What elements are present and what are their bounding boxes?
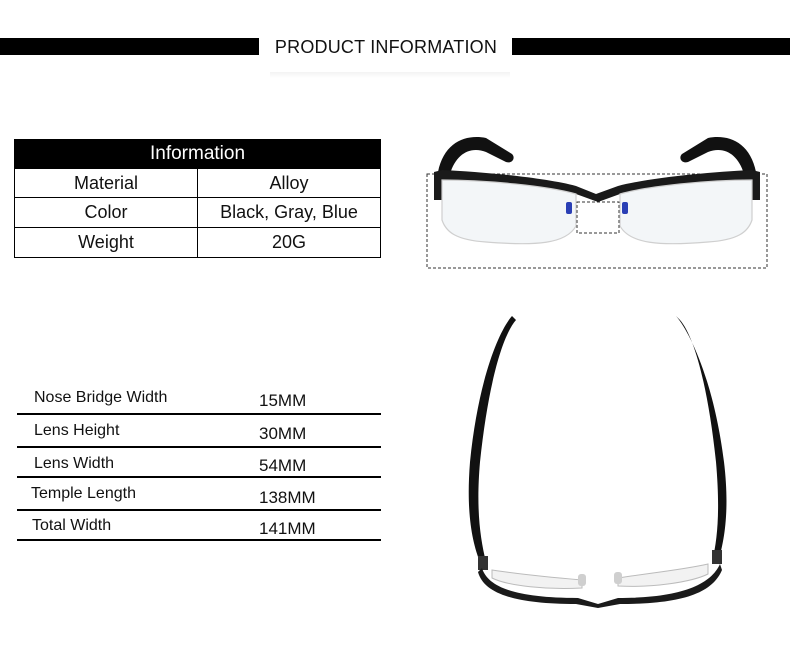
section-title: PRODUCT INFORMATION: [274, 37, 498, 57]
size-row-divider: [17, 413, 381, 415]
lens-height-label: Lens Height: [34, 422, 120, 439]
left-temple-icon: [469, 316, 516, 562]
nose-bridge-width-label: Nose Bridge Width: [34, 389, 168, 406]
material-label: Material: [15, 169, 198, 198]
left-nose-pad: [566, 202, 572, 214]
table-row: [15, 198, 381, 228]
left-lens-edge: [492, 570, 582, 589]
size-row-divider: [17, 509, 381, 511]
bridge-outline: [577, 202, 619, 233]
material-value: Alloy: [198, 169, 381, 198]
total-width-label: Total Width: [32, 517, 112, 534]
glasses-top-view: [458, 312, 738, 608]
header-bar-right: [512, 38, 790, 55]
left-nose-pad: [578, 574, 586, 586]
total-width-value: 141MM: [259, 519, 316, 538]
lens-width-value: 54MM: [259, 456, 307, 475]
lens-height-value: 30MM: [259, 424, 307, 443]
nose-bridge-width-value: 15MM: [259, 391, 307, 410]
size-row-divider: [17, 476, 381, 478]
left-hinge: [478, 556, 488, 570]
temple-length-value: 138MM: [259, 488, 316, 507]
weight-value: 20G: [198, 228, 381, 258]
weight-label: Weight: [15, 228, 198, 258]
right-lens-edge: [618, 564, 708, 586]
information-table: [14, 139, 381, 258]
table-row: [15, 169, 381, 198]
size-row-divider: [17, 539, 381, 541]
right-hinge: [712, 550, 722, 564]
right-nose-pad: [622, 202, 628, 214]
size-row-divider: [17, 446, 381, 448]
information-table-title: Information: [15, 140, 381, 169]
color-label: Color: [15, 198, 198, 228]
title-reflection: [270, 72, 510, 78]
color-value: Black, Gray, Blue: [198, 198, 381, 228]
right-nose-pad: [614, 572, 622, 584]
right-lens: [620, 180, 752, 244]
right-temple-icon: [680, 137, 756, 174]
right-temple-icon: [676, 316, 726, 562]
header-bar-left: [0, 38, 259, 55]
glasses-front-view: [426, 128, 768, 270]
left-lens: [442, 180, 576, 244]
table-row: [15, 228, 381, 258]
lens-width-label: Lens Width: [34, 455, 115, 472]
temple-length-label: Temple Length: [31, 485, 136, 502]
left-temple-icon: [438, 137, 514, 174]
